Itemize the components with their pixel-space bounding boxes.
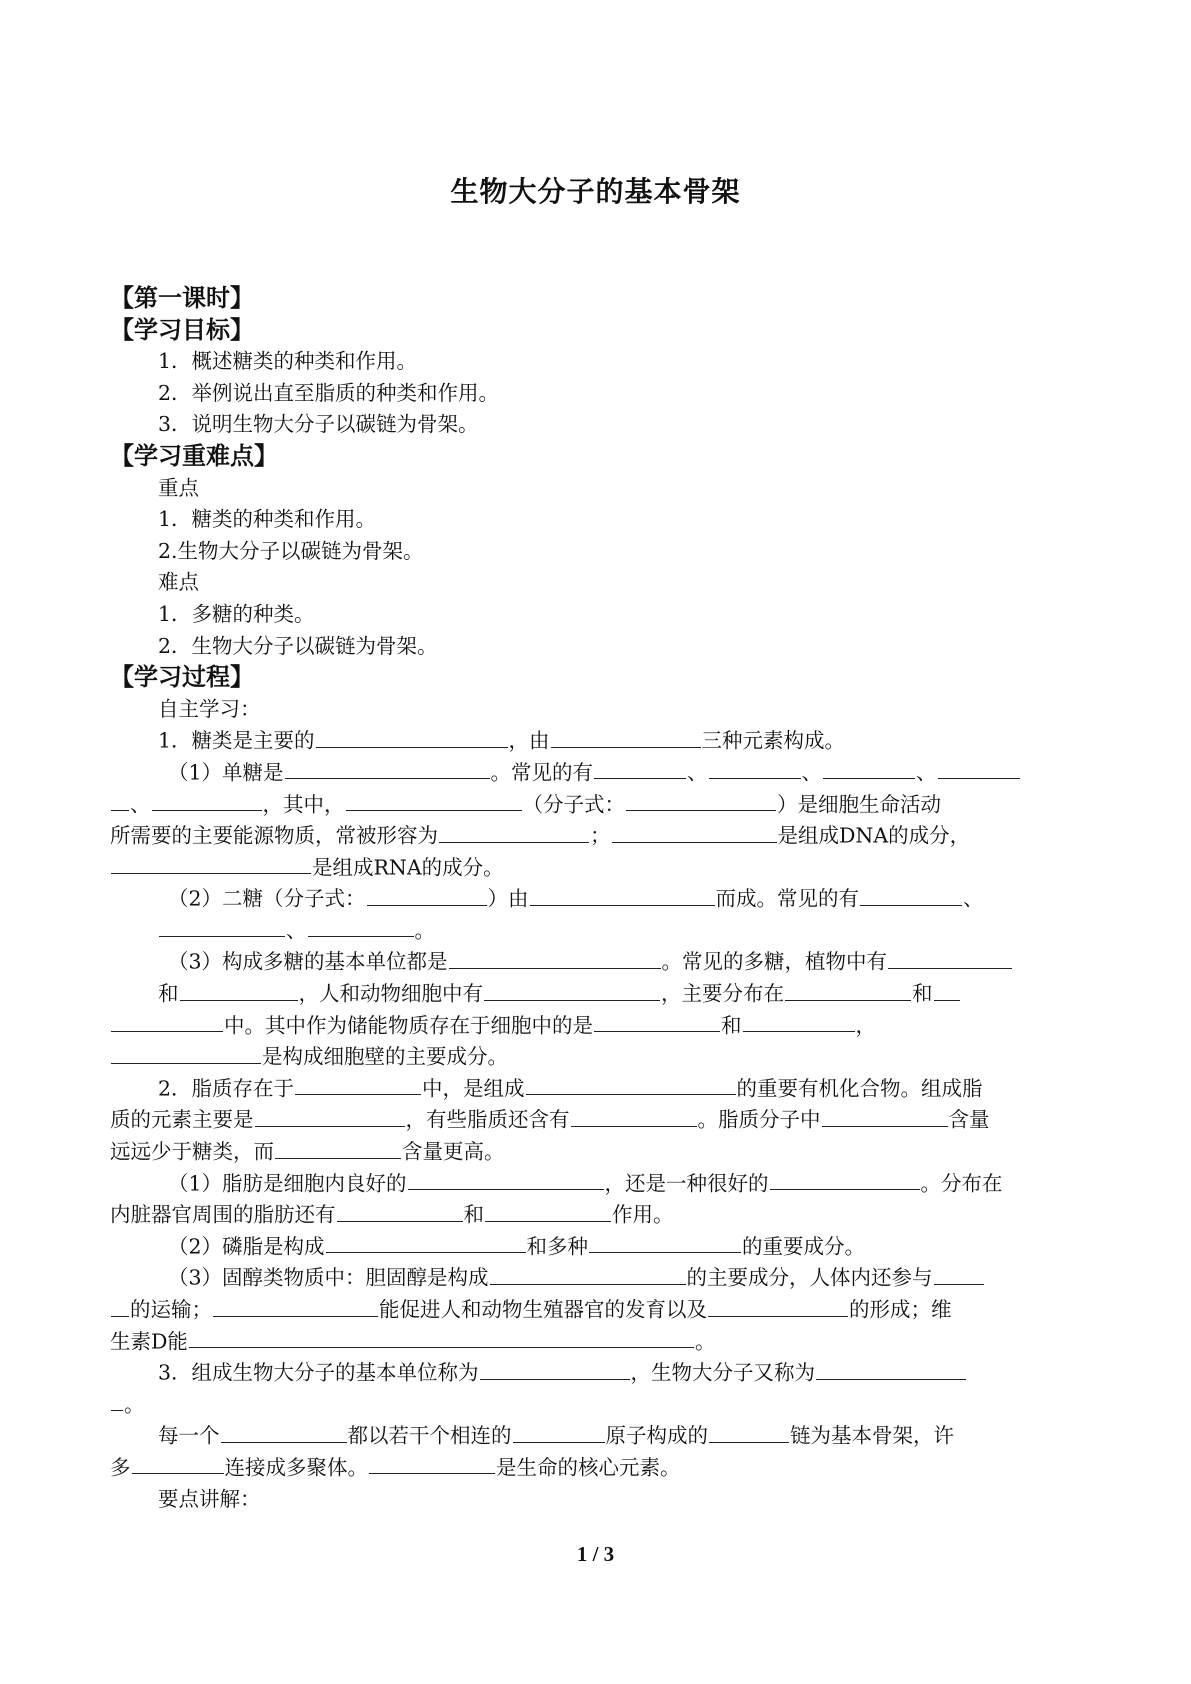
q3-line: 3．组成生物大分子的基本单位称为 ，生物大分子又称为 xyxy=(110,1357,1095,1389)
fill-blank[interactable] xyxy=(111,1010,223,1033)
key-item: 2.生物大分子以碳链为骨架。 xyxy=(158,538,424,563)
fill-blank[interactable] xyxy=(822,1104,948,1127)
fill-blank[interactable] xyxy=(860,883,962,906)
section-lesson: 【第一课时】 xyxy=(110,284,254,312)
key-label: 重点 xyxy=(158,475,199,500)
fill-blank[interactable] xyxy=(111,1294,129,1317)
fill-blank[interactable] xyxy=(571,1104,697,1127)
fill-blank[interactable] xyxy=(938,757,1020,780)
points-label: 要点讲解： xyxy=(158,1486,261,1511)
fill-blank[interactable] xyxy=(111,1389,123,1412)
fill-blank[interactable] xyxy=(159,915,285,938)
fill-blank[interactable] xyxy=(337,1199,463,1222)
q2-line: 远远少于糖类，而 含量更高。 xyxy=(110,1136,1095,1168)
fill-blank[interactable] xyxy=(770,1168,920,1191)
q1-line: 是构成细胞壁的主要成分。 xyxy=(110,1041,1095,1073)
q3-line: 每一个 都以若干个相连的 原子构成的 链为基本骨架，许 xyxy=(110,1420,1095,1452)
q2-line: 的运输； 能促进人和动物生殖器官的发育以及 的形成；维 xyxy=(110,1294,1095,1326)
fill-blank[interactable] xyxy=(934,978,960,1001)
q2-line: （3）固醇类物质中：胆固醇是构成 的主要成分，人体内还参与 xyxy=(110,1262,1095,1294)
fill-blank[interactable] xyxy=(326,1231,526,1254)
fill-blank[interactable] xyxy=(480,1357,630,1380)
q1-line: 和 ，人和动物细胞中有 ，主要分布在 和 xyxy=(110,978,1095,1010)
fill-blank[interactable] xyxy=(255,1104,405,1127)
self-study-label: 自主学习： xyxy=(158,696,261,721)
q1-line: 1．糖类是主要的 ，由 三种元素构成。 xyxy=(110,725,1095,757)
q2-line: 质的元素主要是 ，有些脂质还含有 。脂质分子中 含量 xyxy=(110,1104,1095,1136)
section-goals: 【学习目标】 xyxy=(110,315,254,344)
fill-blank[interactable] xyxy=(189,1326,694,1349)
q1-line: 是组成RNA的成分。 xyxy=(110,852,1095,884)
diff-item: 1．多糖的种类。 xyxy=(158,601,315,626)
page-number: 1 / 3 xyxy=(576,1542,615,1566)
fill-blank[interactable] xyxy=(785,978,911,1001)
fill-blank[interactable] xyxy=(439,820,589,843)
fill-blank[interactable] xyxy=(111,1041,261,1064)
fill-blank[interactable] xyxy=(449,946,661,969)
q3-line: 。 xyxy=(110,1389,1095,1421)
section-process: 【学习过程】 xyxy=(110,663,254,692)
fill-blank[interactable] xyxy=(743,1010,855,1033)
fill-blank[interactable] xyxy=(485,1199,611,1222)
fill-blank[interactable] xyxy=(526,1073,736,1096)
q3-line: 多 连接成多聚体。 是生命的核心元素。 xyxy=(110,1452,1095,1484)
fill-blank[interactable] xyxy=(551,725,701,748)
document-title: 生物大分子的基本骨架 xyxy=(450,175,741,208)
fill-blank[interactable] xyxy=(708,1294,848,1317)
fill-blank[interactable] xyxy=(295,1073,421,1096)
goal-item: 3．说明生物大分子以碳链为骨架。 xyxy=(158,412,479,437)
fill-blank[interactable] xyxy=(308,915,414,938)
q2-line: 2．脂质存在于 中，是组成 的重要有机化合物。组成脂 xyxy=(110,1073,1095,1105)
fill-blank[interactable] xyxy=(626,789,776,812)
goal-item: 2．举例说出直至脂质的种类和作用。 xyxy=(158,380,500,405)
fill-blank[interactable] xyxy=(213,1294,378,1317)
fill-blank[interactable] xyxy=(367,883,487,906)
fill-blank[interactable] xyxy=(823,757,915,780)
fill-blank[interactable] xyxy=(589,1231,741,1254)
fill-blank[interactable] xyxy=(513,1420,605,1443)
goal-item: 1．概述糖类的种类和作用。 xyxy=(158,349,418,374)
q1-line: （2）二糖（分子式： ）由 而成。常见的有 、 xyxy=(110,883,1095,915)
fill-blank[interactable] xyxy=(316,725,508,748)
diff-label: 难点 xyxy=(158,570,199,595)
fill-blank[interactable] xyxy=(408,1168,604,1191)
q1-line: （3）构成多糖的基本单位都是 。常见的多糖，植物中有 xyxy=(110,946,1095,978)
fill-blank[interactable] xyxy=(888,946,1012,969)
fill-blank[interactable] xyxy=(285,757,490,780)
q1-line: 中。其中作为储能物质存在于细胞中的是 和 ， xyxy=(110,1010,1095,1042)
q1-line: 所需要的主要能源物质，常被形容为 ； 是组成DNA的成分， xyxy=(110,820,1095,852)
fill-blank[interactable] xyxy=(369,1452,495,1475)
q1-line: 、 。 xyxy=(110,915,1095,947)
section-keypoints: 【学习重难点】 xyxy=(110,441,278,470)
fill-blank[interactable] xyxy=(346,789,522,812)
diff-item: 2．生物大分子以碳链为骨架。 xyxy=(158,633,438,658)
fill-blank[interactable] xyxy=(594,757,686,780)
fill-blank[interactable] xyxy=(594,1010,720,1033)
fill-blank[interactable] xyxy=(934,1262,984,1285)
key-item: 1．糖类的种类和作用。 xyxy=(158,507,377,532)
document-body xyxy=(110,283,1095,1515)
fill-blank[interactable] xyxy=(490,1262,686,1285)
fill-blank[interactable] xyxy=(530,883,715,906)
fill-blank[interactable] xyxy=(180,978,298,1001)
fill-blank[interactable] xyxy=(221,1420,347,1443)
fill-blank[interactable] xyxy=(816,1357,966,1380)
q1-line: （1）单糖是 。常见的有 、 、 、 xyxy=(110,757,1095,789)
q2-line: （1）脂肪是细胞内良好的 ，还是一种很好的 。分布在 xyxy=(110,1168,1095,1200)
fill-blank[interactable] xyxy=(484,978,660,1001)
fill-blank[interactable] xyxy=(111,789,129,812)
q2-line: （2）磷脂是构成 和多种 的重要成分。 xyxy=(110,1231,1095,1263)
fill-blank[interactable] xyxy=(709,1420,789,1443)
fill-blank[interactable] xyxy=(709,757,801,780)
q2-line: 内脏器官周围的脂肪还有 和 作用。 xyxy=(110,1199,1095,1231)
fill-blank[interactable] xyxy=(275,1136,401,1159)
q1-line: 、 ，其中， （分子式： ）是细胞生命活动 xyxy=(110,789,1095,821)
fill-blank[interactable] xyxy=(612,820,777,843)
fill-blank[interactable] xyxy=(111,852,311,875)
fill-blank[interactable] xyxy=(152,789,262,812)
fill-blank[interactable] xyxy=(132,1452,224,1475)
q2-line: 生素D能 。 xyxy=(110,1326,1095,1358)
